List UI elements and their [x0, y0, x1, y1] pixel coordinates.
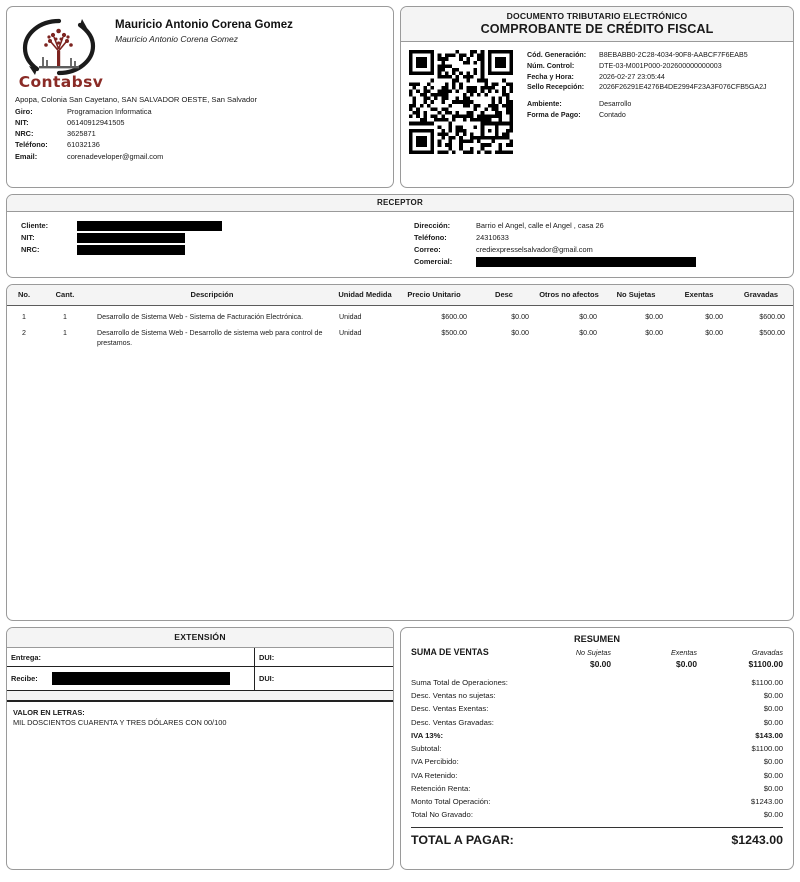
col-header-descuento: Desc — [495, 290, 513, 299]
emisor-field-label: NIT: — [15, 117, 29, 127]
resumen-line-label: Retención Renta: — [411, 783, 471, 793]
resumen-line-label: Desc. Ventas Exentas: — [411, 704, 489, 714]
cell-otros-no-afectos: $0.00 — [579, 329, 597, 338]
resumen-line-value: $1100.00 — [751, 678, 783, 687]
col-no-sujetas: No Sujetas — [575, 648, 611, 657]
extension-row-entrega — [7, 648, 393, 667]
emisor-field-label: Teléfono: — [15, 140, 48, 150]
col-header-cant: Cant. — [55, 290, 75, 299]
amount-no-sujetas: $0.00 — [590, 659, 611, 669]
resumen-line-value: $0.00 — [763, 704, 783, 714]
emisor-name: Mauricio Antonio Corena Gomez — [115, 19, 293, 31]
emisor-field-value: Programacion Informatica — [67, 106, 152, 116]
col-exentas: Exentas — [671, 648, 697, 657]
dte-field-label: Ambiente: — [527, 100, 562, 109]
emisor-top — [7, 7, 393, 91]
resumen-line-label: Total No Gravado: — [411, 810, 473, 820]
cell-no: 1 — [22, 312, 26, 321]
suma-de-ventas-label: SUMA DE VENTAS — [411, 647, 489, 657]
resumen-line-value: $0.00 — [763, 783, 783, 793]
receptor-field-value: crediexpresselsalvador@gmail.com — [476, 245, 593, 255]
redaction-bar — [77, 221, 222, 231]
receptor-field-row — [21, 244, 400, 256]
dui-entrega-cell[interactable] — [255, 648, 393, 666]
receptor-field-label: Correo: — [414, 245, 441, 255]
dte-field-value: B8EBABB0-2C28-4034-90F8-AABCF7F6EAB5 — [599, 51, 748, 59]
cell-unidad-medida: Unidad — [339, 312, 362, 321]
dte-field-value: DTE-03-M001P000-202600000000003 — [599, 61, 722, 70]
dui-recibe-cell[interactable] — [255, 667, 393, 690]
resumen-lines — [411, 676, 783, 822]
extension-grid — [7, 648, 393, 702]
resumen-line-value: $0.00 — [763, 810, 783, 820]
cell-desc: $0.00 — [511, 329, 529, 338]
receptor-field-value: Barrio el Angel, calle el Angel , casa 26 — [476, 221, 604, 231]
recibe-cell[interactable] — [7, 667, 255, 690]
resumen-line — [411, 676, 783, 689]
cell-no-sujetas: $0.00 — [645, 329, 663, 338]
emisor-field-label: Email: — [15, 151, 38, 161]
total-a-pagar-value: $1243.00 — [731, 832, 783, 847]
receptor-field-label: NIT: — [21, 233, 35, 243]
cell-exentas: $0.00 — [705, 312, 723, 321]
emisor-field-value: 06140912941505 — [67, 117, 125, 127]
resumen-line — [411, 729, 783, 742]
suma-de-ventas-header — [411, 647, 783, 657]
dte-title-line2: COMPROBANTE DE CRÉDITO FISCAL — [480, 22, 714, 36]
dte-field-row — [527, 82, 787, 93]
resumen-line — [411, 742, 783, 755]
valor-en-letras-label: VALOR EN LETRAS: — [13, 708, 85, 717]
resumen-line-value: $0.00 — [763, 770, 783, 780]
redaction-bar — [77, 233, 185, 243]
resumen-line-label: IVA Percibido: — [411, 757, 459, 767]
dte-field-value: Desarrollo — [599, 100, 632, 109]
cell-otros-no-afectos: $0.00 — [579, 312, 597, 321]
receptor-field-row — [21, 220, 400, 232]
receptor-field-row — [414, 244, 793, 256]
dte-panel — [400, 6, 794, 188]
dte-field-row — [527, 72, 787, 83]
resumen-line-label: Subtotal: — [411, 744, 442, 754]
table-row[interactable] — [7, 306, 793, 323]
resumen-line — [411, 755, 783, 768]
cell-precio-unitario: $600.00 — [441, 312, 467, 321]
receptor-field-value: 24310633 — [476, 233, 509, 243]
resumen-panel — [400, 627, 794, 870]
receptor-field-label: Cliente: — [21, 221, 49, 231]
resumen-line-value: $0.00 — [763, 757, 783, 767]
suma-de-ventas-amounts — [411, 659, 783, 669]
amount-gravadas: $1100.00 — [748, 659, 783, 669]
dte-field-label: Cód. Generación: — [527, 51, 587, 59]
cell-no: 2 — [22, 329, 26, 338]
receptor-field-label: Comercial: — [414, 257, 453, 267]
footer-row — [6, 627, 794, 870]
total-a-pagar-row — [411, 827, 783, 847]
dte-field-label: Fecha y Hora: — [527, 72, 574, 81]
total-a-pagar-label: TOTAL A PAGAR: — [411, 832, 514, 847]
receptor-right-column — [400, 220, 793, 268]
dte-field-label: Forma de Pago: — [527, 110, 581, 119]
qr-code-icon[interactable] — [409, 50, 513, 154]
receptor-field-row — [414, 232, 793, 244]
entrega-cell[interactable] — [7, 648, 255, 666]
cell-gravadas: $600.00 — [759, 312, 785, 321]
dte-field-row — [527, 99, 787, 110]
emisor-field-row — [15, 106, 385, 117]
col-header-precio: Precio Unitario — [407, 290, 461, 299]
amount-spacer — [411, 659, 525, 669]
receptor-field-row — [414, 220, 793, 232]
resumen-title: RESUMEN — [574, 634, 620, 644]
cell-cant: 1 — [63, 329, 67, 338]
resumen-line-value: $0.00 — [763, 717, 783, 727]
dte-field-value: 2026F26291E4276B4DE2994F23A3F076CFB5GA2J — [599, 83, 767, 92]
resumen-line-value: $1243.00 — [750, 797, 783, 807]
emisor-field-label: Giro: — [15, 106, 33, 116]
receptor-field-row — [21, 232, 400, 244]
dte-field-label: Sello Recepción: — [527, 83, 585, 92]
resumen-line-value: $1100.00 — [751, 744, 783, 754]
receptor-panel — [6, 194, 794, 278]
emisor-field-row — [15, 128, 385, 139]
cell-unidad-medida: Unidad — [339, 329, 362, 338]
resumen-line-label: Desc. Ventas Gravadas: — [411, 717, 494, 727]
resumen-line-value: $0.00 — [763, 691, 783, 701]
resumen-line-label: Desc. Ventas no sujetas: — [411, 691, 496, 701]
extension-panel — [6, 627, 394, 870]
items-table — [6, 284, 794, 621]
cell-desc: $0.00 — [511, 312, 529, 321]
dte-title-band — [401, 7, 793, 42]
emisor-alias: Mauricio Antonio Corena Gomez — [115, 34, 238, 45]
valor-en-letras-value: MIL DOSCIENTOS CUARENTA Y TRES DÓLARES CON 00/100 — [13, 718, 227, 727]
recibe-label: Recibe: — [11, 674, 38, 683]
redaction-bar — [77, 245, 185, 255]
amount-exentas: $0.00 — [676, 659, 697, 669]
resumen-line — [411, 808, 783, 821]
resumen-line-value: $143.00 — [755, 730, 783, 740]
dte-field-row — [527, 61, 787, 72]
emisor-address: Apopa, Colonia San Cayetano, SAN SALVADOR OESTE, San Salvador — [15, 94, 258, 104]
extension-row-recibe — [7, 667, 393, 691]
dte-field-row — [527, 110, 787, 121]
dui-recibe-label: DUI: — [259, 674, 275, 683]
dte-body — [401, 42, 793, 187]
resumen-line-label: Monto Total Operación: — [411, 797, 491, 807]
dte-field-label: Núm. Control: — [527, 61, 575, 70]
items-table-body — [7, 306, 793, 620]
col-header-otros: Otros no afectos — [539, 290, 599, 299]
resumen-line — [411, 689, 783, 702]
emisor-panel — [6, 6, 394, 188]
emisor-field-row — [15, 139, 385, 150]
logo-wordmark: Contabsv — [18, 73, 104, 91]
receptor-field-row — [414, 256, 793, 268]
recibe-redaction-bar — [52, 672, 230, 685]
emisor-field-label: NRC: — [15, 129, 34, 138]
receptor-field-label: Dirección: — [414, 221, 451, 231]
receptor-field-label: Teléfono: — [414, 233, 447, 243]
dte-field-value: 2026-02-27 23:05:44 — [599, 72, 665, 81]
col-header-unidad: Unidad Medida — [338, 290, 392, 299]
dui-entrega-label: DUI: — [259, 652, 275, 662]
receptor-field-label: NRC: — [21, 245, 40, 255]
emisor-field-row — [15, 117, 385, 128]
emisor-field-value: 61032136 — [67, 140, 100, 150]
cell-precio-unitario: $500.00 — [441, 329, 467, 338]
resumen-line — [411, 769, 783, 782]
cell-no-sujetas: $0.00 — [645, 312, 663, 321]
resumen-line-label: Suma Total de Operaciones: — [411, 678, 508, 687]
dte-field-row — [527, 50, 787, 61]
cell-descripcion: Desarrollo de Sistema Web - Desarrollo de sistema web para control de prestamos. — [97, 329, 323, 347]
col-gravadas: Gravadas — [751, 648, 783, 657]
valor-en-letras — [7, 702, 393, 727]
cell-gravadas: $500.00 — [759, 329, 785, 338]
dte-field-value: Contado — [599, 110, 626, 119]
col-header-desc: Descripción — [190, 290, 234, 299]
cell-cant: 1 — [63, 312, 67, 321]
emisor-field-value: 3625871 — [67, 129, 96, 138]
col-header-no: No. — [17, 290, 31, 299]
resumen-line-label: IVA 13%: — [411, 730, 444, 740]
receptor-band-title: RECEPTOR — [7, 195, 793, 212]
qr-code-graphic — [409, 50, 513, 154]
items-table-header — [7, 285, 793, 306]
col-header-gravadas: Gravadas — [743, 290, 779, 299]
col-header-nosujetas: No Sujetas — [616, 290, 656, 299]
receptor-body — [7, 212, 793, 268]
cell-exentas: $0.00 — [705, 329, 723, 338]
col-header-exentas: Exentas — [684, 290, 714, 299]
header-row — [6, 6, 794, 188]
emisor-fields — [7, 104, 393, 162]
resumen-line — [411, 716, 783, 729]
emisor-field-row — [15, 151, 385, 162]
recycling-tree-icon — [13, 15, 105, 79]
dte-title-line1: DOCUMENTO TRIBUTARIO ELECTRÓNICO — [506, 11, 688, 21]
resumen-line — [411, 702, 783, 715]
resumen-line — [411, 782, 783, 795]
company-logo — [13, 13, 109, 91]
extension-band-title: EXTENSIÓN — [7, 628, 393, 648]
dte-fields — [513, 50, 787, 181]
redaction-bar — [476, 257, 696, 267]
receptor-left-column — [7, 220, 400, 268]
resumen-line — [411, 795, 783, 808]
extension-spacer-strip — [7, 691, 393, 701]
emisor-field-value: corenadeveloper@gmail.com — [67, 151, 164, 161]
cell-descripcion: Desarrollo de Sistema Web - Sistema de Facturación Electrónica. — [97, 312, 304, 321]
resumen-line-label: IVA Retenido: — [411, 770, 458, 780]
entrega-label: Entrega: — [11, 652, 41, 662]
table-row[interactable] — [7, 322, 793, 348]
emisor-identity — [109, 13, 293, 91]
